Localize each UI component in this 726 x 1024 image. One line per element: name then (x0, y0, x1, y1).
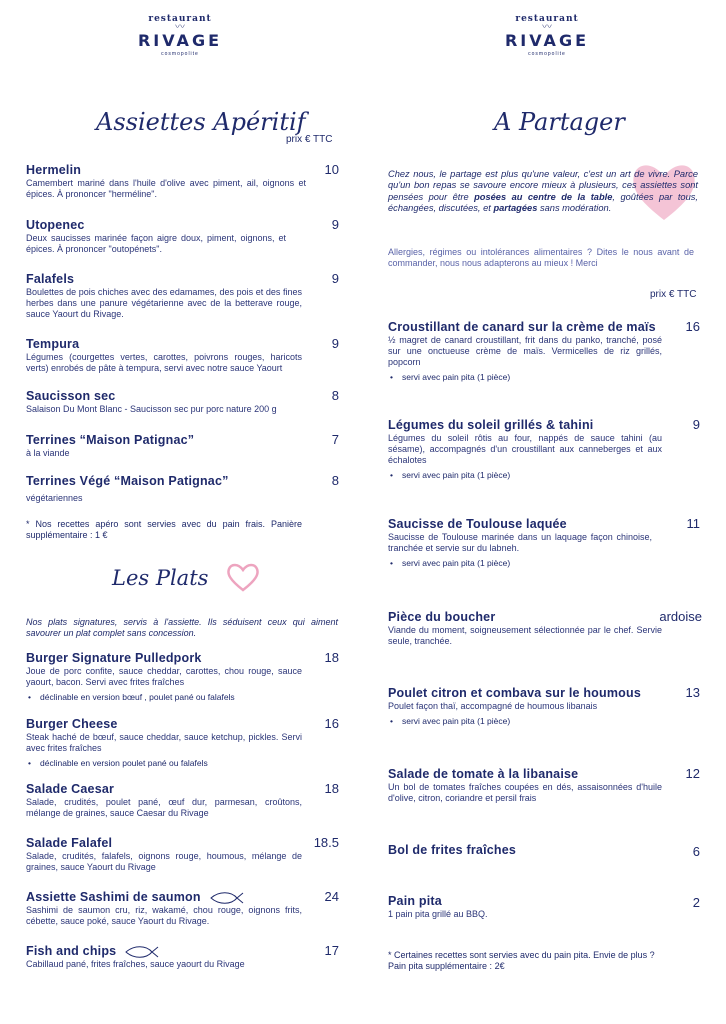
item-price: 8 (331, 473, 339, 488)
item-desc: Steak haché de bœuf, sauce cheddar, sauce ketchup, pickles. Servi avec frites fraîches (26, 732, 302, 753)
item-bullet: • déclinable en version bœuf , poulet pané ou falafels (26, 691, 342, 703)
item-price: 7 (331, 432, 339, 447)
item-name: Salade Caesar (26, 782, 115, 796)
menu-item (388, 842, 702, 858)
item-name: Burger Cheese (26, 717, 118, 731)
wave-icon: 〰 (542, 22, 552, 33)
wave-icon: 〰 (175, 22, 185, 33)
item-name: Bol de frites fraîches (388, 843, 517, 857)
item-desc: Saucisse de Toulouse marinée dans un laquage façon chinoise, tranchée et servie sur du labneh. (388, 532, 652, 553)
heart-icon (226, 562, 260, 592)
item-name: Tempura (26, 337, 80, 351)
item-desc: Salade, crudités, poulet pané, œuf dur, parmesan, croûtons, mélange de graines, sauce Caesar du Rivage (26, 797, 302, 818)
logo-name: RIVAGE (137, 31, 222, 50)
item-name (26, 943, 342, 959)
item-desc: Cabillaud pané, frites fraîches, sauce yaourt du Rivage (26, 959, 245, 969)
item-price: 9 (692, 417, 700, 432)
item-name: Légumes du soleil grillés & tahini (388, 418, 594, 432)
item-price: 16 (685, 319, 700, 334)
fish-icon (209, 891, 245, 905)
item-name: Poulet citron et combava sur le houmous (388, 686, 641, 700)
menu-item (26, 162, 342, 200)
item-desc: Poulet façon thaï, accompagné de houmous libanais (388, 701, 598, 711)
item-name (26, 889, 342, 905)
pita-note: * Certaines recettes sont servies avec du pain pita. Envie de plus ? Pain pita supplémentaire : 2€ (388, 950, 655, 971)
intro-text: , goûtées par tous, échangées, discutées, et (388, 191, 699, 213)
logo-name: RIVAGE (504, 31, 589, 50)
menu-item (388, 893, 702, 920)
intro-emphasis: partagées (493, 202, 538, 213)
menu-item (388, 516, 702, 569)
partager-intro (388, 169, 698, 214)
menu-item (26, 716, 342, 769)
prix-label-left: prix € TTC (286, 134, 333, 145)
item-price: 18 (324, 650, 339, 665)
item-desc: Viande du moment, soigneusement sélectionnée par le chef. Servie seule, tranchée. (388, 625, 662, 646)
intro-text: Chez nous, le partage est plus qu'une valeur, c'est un art de vivre. Parce qu'un bon repas se savoure encore mieux à plusieurs, ces assiettes sont pensées pour être (388, 169, 698, 202)
item-bullet: • servi avec pain pita (1 pièce) (388, 371, 702, 383)
menu-item (26, 336, 342, 374)
menu-item (26, 943, 342, 970)
item-price: 24 (324, 889, 339, 904)
menu-item (26, 835, 342, 873)
item-name-text: Fish and chips (26, 944, 117, 958)
item-price: 6 (692, 844, 700, 859)
item-desc: Sashimi de saumon cru, riz, wakamé, chou rouge, oignons frits, cébette, sauce poké, sauce Yaourt du Rivage. (26, 905, 302, 926)
item-price: 12 (685, 766, 700, 781)
fish-icon (124, 945, 160, 959)
item-bullet: • servi avec pain pita (1 pièce) (388, 715, 702, 727)
menu-item (26, 217, 342, 255)
heading-a-partager: A Partager (494, 108, 625, 136)
item-desc: Salade, crudités, falafels, oignons rouge, houmous, mélange de graines, sauce Yaourt du Rivage (26, 851, 302, 872)
menu-item (26, 388, 342, 415)
item-name: Terrines “Maison Patignac” (26, 433, 195, 447)
item-name: Salade Falafel (26, 836, 113, 850)
item-desc: Boulettes de pois chiches avec des edamames, des pois et des fines herbes dans une panure végétarienne avec de la betterave rouge, sauce Yaourt du Rivage. (26, 287, 302, 319)
item-name-text: Assiette Sashimi de saumon (26, 890, 201, 904)
item-desc: Joue de porc confite, sauce cheddar, carottes, chou rouge, sauce yaourt, bacon. Servi avec frites fraîches (26, 666, 302, 687)
menu-item (388, 685, 702, 727)
item-price: 8 (331, 388, 339, 403)
item-desc: Légumes du soleil rôtis au four, nappés de sauce tahini (au sésame), accompagnés d'un croustillant aux canneberges et aux échalotes (388, 433, 662, 465)
item-desc: végétariennes (26, 493, 83, 503)
allergy-note: Allergies, régimes ou intolérances alimentaires ? Dites le nous avant de commander, nous nous adapterons au mieux ! Merci (388, 247, 694, 268)
logo-sub: cosmopolite (161, 51, 199, 57)
menu-item (388, 319, 702, 383)
item-desc: 1 pain pita grillé au BBQ. (388, 909, 488, 919)
item-price: 16 (324, 716, 339, 731)
item-desc: Légumes (courgettes vertes, carottes, poivrons rouges, haricots verts) enrobés de pâte à tempura, servi avec notre sauce Yaourt (26, 352, 302, 373)
item-desc: ½ magret de canard croustillant, frit dans du panko, tranché, posé sur une onctueuse crème de maïs. Vermicelles de riz grillés, popcorn (388, 335, 662, 367)
item-bullet: • servi avec pain pita (1 pièce) (388, 557, 702, 569)
menu-item (388, 417, 702, 481)
logo-left (110, 14, 250, 58)
item-price: 17 (324, 943, 339, 958)
plats-intro: Nos plats signatures, servis à l'assiette. Ils séduisent ceux qui aiment savourer un plat complet sans concession. (26, 617, 338, 639)
intro-text: sans modération. (537, 202, 612, 213)
item-desc: Salaison Du Mont Blanc - Saucisson sec pur porc nature 200 g (26, 404, 277, 414)
heading-les-plats: Les Plats (112, 566, 209, 590)
intro-emphasis: posées au centre de la table (474, 191, 613, 202)
menu-item (26, 889, 342, 927)
item-name: Saucisse de Toulouse laquée (388, 517, 567, 531)
logo-right (477, 14, 617, 58)
item-name: Pain pita (388, 894, 442, 908)
item-desc: Camembert mariné dans l'huile d'olive avec piment, ail, oignons et épices. À prononcer "herméline". (26, 178, 306, 199)
heading-assiettes-aperitif: Assiettes Apéritif (96, 108, 306, 136)
menu-item (26, 473, 342, 504)
item-price: 13 (685, 685, 700, 700)
item-desc: à la viande (26, 448, 70, 458)
item-price: 11 (686, 516, 700, 531)
item-price: 10 (324, 162, 339, 177)
item-name: Hermelin (26, 163, 82, 177)
item-price: 18 (324, 781, 339, 796)
menu-item (388, 766, 702, 804)
item-bullet: • servi avec pain pita (1 pièce) (388, 469, 702, 481)
logo-restaurant-text: restaurant (148, 14, 212, 24)
item-price: ardoise (659, 609, 702, 624)
menu-item (26, 271, 342, 320)
logo-sub: cosmopolite (528, 51, 566, 57)
item-name: Croustillant de canard sur la crème de maïs (388, 320, 656, 334)
item-desc: Deux saucisses marinée façon aigre doux, piment, oignons, et épices. À prononcer "outopénets". (26, 233, 286, 254)
item-price: 9 (331, 217, 339, 232)
item-name: Falafels (26, 272, 75, 286)
prix-label-right: prix € TTC (650, 289, 697, 300)
menu-item (388, 609, 702, 647)
item-name: Terrines Végé “Maison Patignac” (26, 474, 229, 488)
item-price: 9 (331, 336, 339, 351)
item-desc: Un bol de tomates fraîches coupées en dés, assaisonnées d'huile d'olive, citron, coriandre et persil frais (388, 782, 662, 803)
item-name: Pièce du boucher (388, 610, 496, 624)
apero-note: * Nos recettes apéro sont servies avec du pain frais. Panière supplémentaire : 1 € (26, 519, 302, 540)
item-price: 2 (692, 895, 700, 910)
item-name: Utopenec (26, 218, 85, 232)
item-bullet: • déclinable en version poulet pané ou falafels (26, 757, 342, 769)
menu-item (26, 432, 342, 459)
item-price: 18.5 (313, 835, 339, 850)
menu-item (26, 650, 342, 703)
item-name: Saucisson sec (26, 389, 116, 403)
menu-item (26, 781, 342, 819)
item-name: Burger Signature Pulledpork (26, 651, 202, 665)
item-name: Salade de tomate à la libanaise (388, 767, 579, 781)
logo-restaurant-text: restaurant (515, 14, 579, 24)
item-price: 9 (331, 271, 339, 286)
